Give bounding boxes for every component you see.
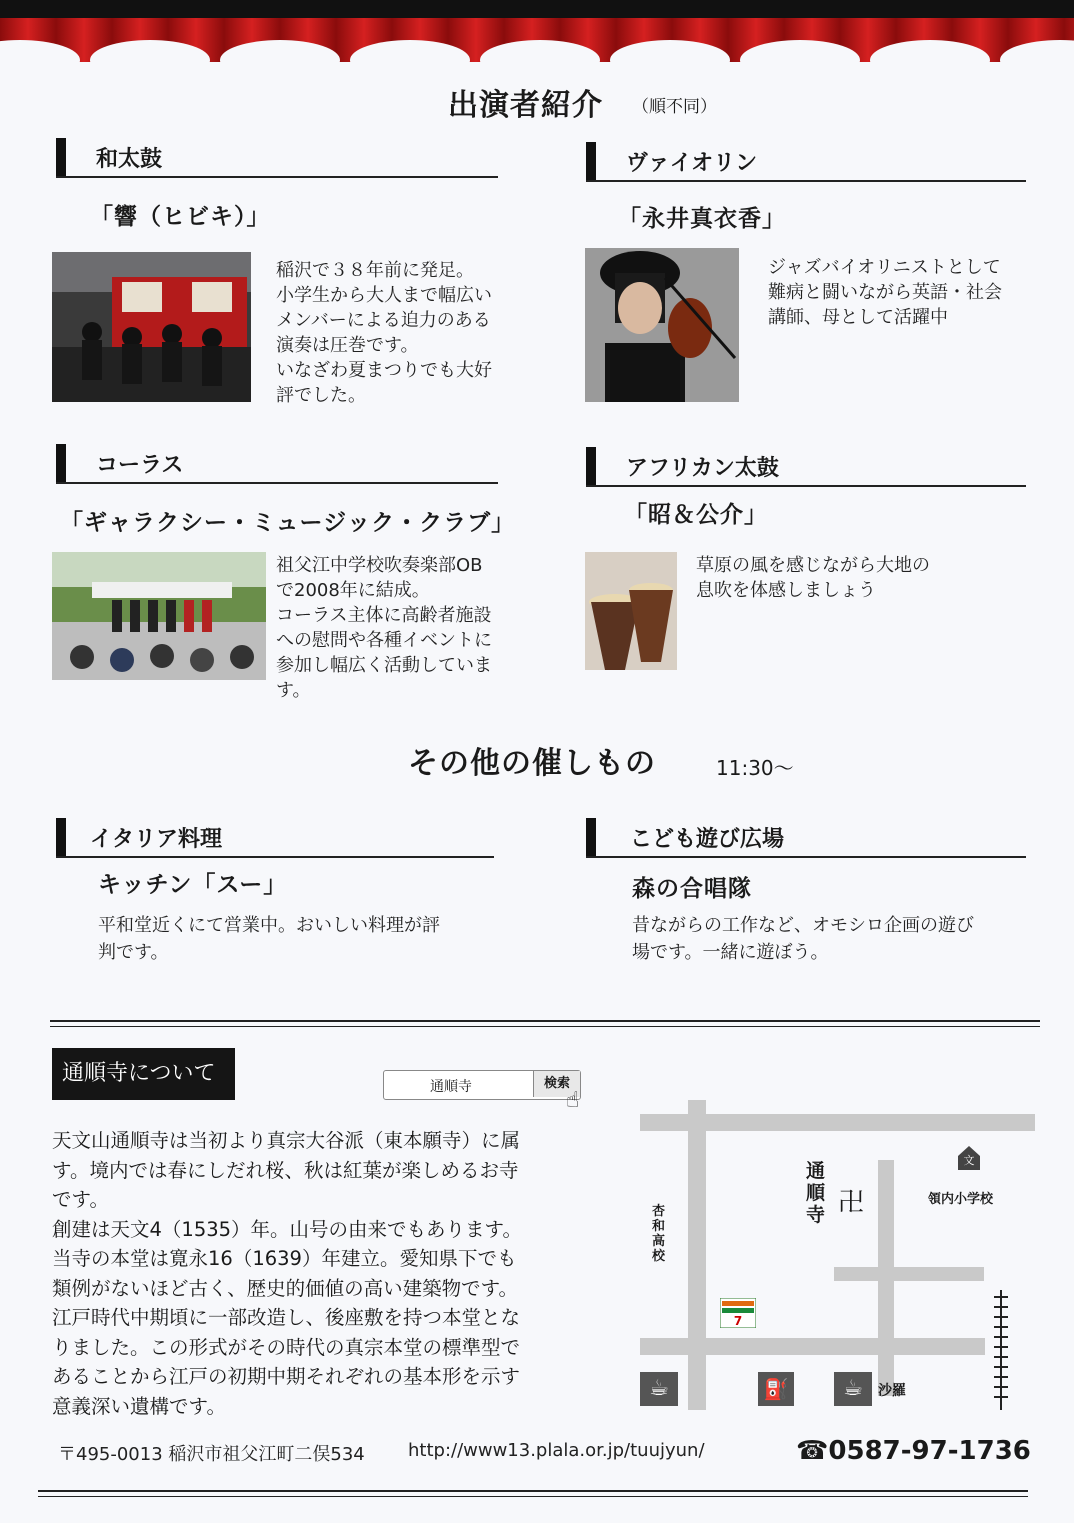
section-label: ヴァイオリン xyxy=(626,151,758,176)
map xyxy=(640,1100,1040,1420)
others-title: その他の催しもの xyxy=(408,746,656,781)
search-box[interactable] xyxy=(383,1070,581,1100)
about-heading: 通順寺について xyxy=(52,1048,235,1100)
section-label: イタリア料理 xyxy=(90,827,223,852)
page-title-note: （順不同） xyxy=(632,97,717,117)
cafe-icon: ☕ xyxy=(640,1372,678,1406)
search-button[interactable]: 検索 xyxy=(533,1071,580,1097)
divider xyxy=(38,1490,1028,1497)
road xyxy=(640,1338,985,1355)
svg-text:7: 7 xyxy=(733,1314,743,1328)
page-title: 出演者紹介 xyxy=(448,88,603,123)
section-label: こども遊び広場 xyxy=(630,827,785,852)
performer-desc: 祖父江中学校吹奏楽部OB で2008年に結成。 コーラス主体に高齢者施設 への慰問や各種イベントに 参加し幅広く活動していま す。 xyxy=(276,555,492,701)
cafe-label: 沙羅 xyxy=(878,1383,906,1399)
section-header-taiko xyxy=(56,138,498,178)
curtain-banner xyxy=(0,0,1074,62)
event-desc: 平和堂近くにて営業中。おいしい料理が評 判です。 xyxy=(98,915,440,963)
temple-symbol-icon: 卍 xyxy=(838,1188,865,1218)
footer-phone: ☎0587-97-1736 xyxy=(796,1436,1031,1466)
section-label: アフリカン太鼓 xyxy=(626,456,779,481)
divider xyxy=(50,1020,1040,1027)
performer-desc: 草原の風を感じながら大地の 息吹を体感しましょう xyxy=(696,555,930,601)
chorus-photo xyxy=(52,552,266,680)
svg-text:文: 文 xyxy=(963,1154,975,1167)
performer-name: 「昭＆公介」 xyxy=(624,502,768,528)
section-header-italian xyxy=(56,818,494,858)
road xyxy=(834,1267,984,1281)
cafe-icon: ☕ xyxy=(834,1372,872,1406)
taiko-photo xyxy=(52,252,251,402)
event-name: 森の合唱隊 xyxy=(632,876,752,902)
others-time: 11:30〜 xyxy=(716,756,794,780)
section-header-chorus xyxy=(56,444,498,484)
temple-label: 通順寺 xyxy=(806,1160,826,1226)
performer-desc: 稲沢で３８年前に発足。 小学生から大人まで幅広い メンバーによる迫力のある 演奏は圧巻です。 いなざわ夏まつりでも大好 評でした。 xyxy=(276,260,492,406)
search-input[interactable]: 通順寺 xyxy=(430,1079,472,1095)
about-text: 天文山通順寺は当初より真宗大谷派（東本願寺）に属 す。境内では春にしだれ桜、秋は紅葉が楽しめるお寺 です。 創建は天文4（1535）年。山号の由来でもあります。 当寺の本堂は寛永16（1639）年建立。愛知県下でも 類例がないほど古く、歴史的価値の高い建築物です。 江戸時代中期頃に一部改造し、後座敷を持つ本堂とな りました。この形式がその時代の真宗本堂の標準型で あることから江戸の初期中期それぞれの基本形を示す 意義深い遺構です。 xyxy=(52,1129,522,1418)
section-header-african-drum xyxy=(586,447,1026,487)
section-header-kids xyxy=(586,818,1026,858)
school-label-kyowa: 杏和高校 xyxy=(652,1204,666,1264)
footer-address: 〒495-0013 稲沢市祖父江町二俣534 xyxy=(58,1444,365,1465)
african-drum-photo xyxy=(585,552,677,670)
performer-name: 「響（ヒビキ）」 xyxy=(90,204,271,230)
section-header-violin xyxy=(586,142,1026,182)
performer-name: 「ギャラクシー・ミュージック・クラブ」 xyxy=(60,510,516,536)
pointer-hand-icon: ☝ xyxy=(566,1088,580,1113)
convenience-store-icon xyxy=(720,1298,756,1328)
event-desc: 昔ながらの工作など、オモシロ企画の遊び 場です。一緒に遊ぼう。 xyxy=(632,915,974,963)
section-label: 和太鼓 xyxy=(96,147,163,172)
performer-desc: ジャズバイオリニストとして 難病と闘いながら英語・社会 講師、母として活躍中 xyxy=(768,257,1002,328)
footer-url[interactable]: http://www13.plala.or.jp/tuujyun/ xyxy=(408,1440,705,1461)
school-icon xyxy=(956,1144,982,1170)
school-label: 領内小学校 xyxy=(928,1192,994,1207)
section-label: コーラス xyxy=(96,453,184,478)
event-name: キッチン「スー」 xyxy=(98,872,288,898)
road xyxy=(688,1100,706,1410)
gas-station-icon: ⛽ xyxy=(758,1372,794,1406)
performer-name: 「永井真衣香」 xyxy=(618,206,786,232)
violin-photo xyxy=(585,248,739,402)
railway-ties xyxy=(994,1296,1008,1404)
